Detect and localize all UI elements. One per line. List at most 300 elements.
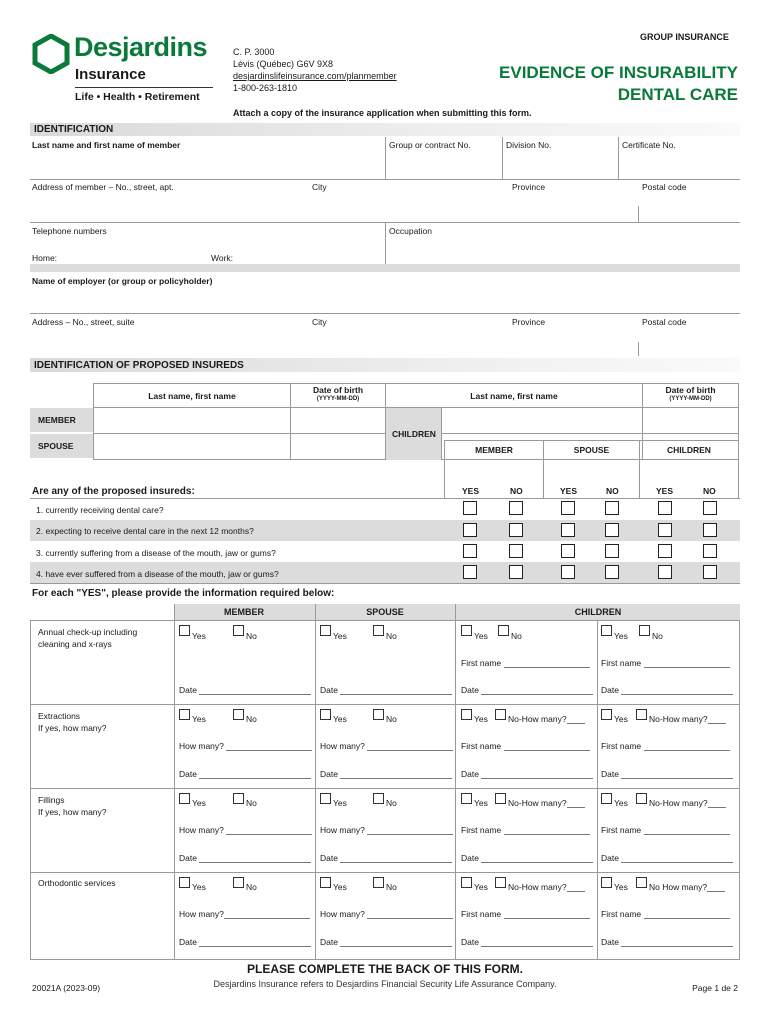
how-many-line[interactable] <box>367 918 453 919</box>
checkup-child1-no-checkbox[interactable] <box>498 625 509 636</box>
fillings-spouse-date <box>320 853 452 863</box>
please-complete-notice: PLEASE COMPLETE THE BACK OF THIS FORM. <box>246 962 523 976</box>
q1-spouse-no-checkbox[interactable] <box>605 501 619 515</box>
q3-spouse-no-checkbox[interactable] <box>605 544 619 558</box>
employer-city-label: City <box>312 317 327 327</box>
q1-spouse-yes-checkbox[interactable] <box>561 501 575 515</box>
ortho-member-no-checkbox[interactable] <box>233 877 244 888</box>
certificate-label: Certificate No. <box>622 140 676 150</box>
q-spouse-yes: YES <box>560 486 578 496</box>
date-line[interactable] <box>481 946 593 947</box>
how-many-line[interactable] <box>226 834 312 835</box>
extractions-member-no-label: No <box>246 714 257 724</box>
first-name-label: First name <box>461 658 502 668</box>
how-many-label: How many? <box>320 741 365 751</box>
details-intro: For each "YES", please provide the information required below: <box>32 588 335 599</box>
first-name-line[interactable] <box>644 750 730 751</box>
extractions-spouse-no-checkbox[interactable] <box>373 709 384 720</box>
extractions-member-no-checkbox[interactable] <box>233 709 244 720</box>
checkup-child2-yes-checkbox[interactable] <box>601 625 612 636</box>
first-name-label: First name <box>461 825 502 835</box>
date-line[interactable] <box>621 778 733 779</box>
ortho-spouse-howmany <box>320 909 453 919</box>
how-many-label: How many? <box>179 825 224 835</box>
fillings-child1-yes-checkbox[interactable] <box>461 793 472 804</box>
first-name-label: First name <box>601 741 642 751</box>
logo-name: Desjardins <box>74 32 208 62</box>
extractions-child1-nohowmany <box>508 714 585 724</box>
ortho-spouse-date <box>320 937 452 947</box>
fillings-child2-nohowmany <box>649 798 726 808</box>
home-phone-label: Home: <box>32 253 58 263</box>
checkup-child1-no-label: No <box>511 631 522 641</box>
date-label: Date <box>461 937 479 947</box>
identification-bar <box>30 123 740 136</box>
occupation-field[interactable] <box>386 238 739 262</box>
children-dob-format: (YYYY-MM-DD) <box>669 396 712 402</box>
extractions-spouse-date <box>320 769 452 779</box>
ortho-child1-date <box>461 937 593 947</box>
date-label: Date <box>461 853 479 863</box>
logo-divider <box>75 87 213 88</box>
fillings-member-howmany <box>179 825 312 835</box>
ortho-child2-no-checkbox[interactable] <box>636 877 647 888</box>
fillings-child1-date <box>461 853 593 863</box>
q2-children-no-checkbox[interactable] <box>703 523 717 537</box>
first-name-label: First name <box>601 658 642 668</box>
employer-province-field[interactable] <box>510 329 635 355</box>
website-link[interactable]: desjardinslifeinsurance.com/planmember <box>233 71 397 81</box>
certificate-field[interactable] <box>619 152 739 178</box>
how-many-line[interactable] <box>708 807 726 808</box>
how-many-line[interactable] <box>367 750 453 751</box>
group-contract-field[interactable] <box>386 152 501 178</box>
checkup-member-date <box>179 685 311 695</box>
employer-province-label: Province <box>512 317 546 327</box>
desjardins-hexagon-icon <box>32 34 70 74</box>
checkup-child2-date <box>601 685 733 695</box>
how-many-label: How many? <box>179 741 224 751</box>
q1-member-no-checkbox[interactable] <box>509 501 523 515</box>
first-name-line[interactable] <box>504 667 590 668</box>
no-how-many-label: No-How many? <box>649 798 708 808</box>
date-line[interactable] <box>481 862 593 863</box>
date-line[interactable] <box>199 778 311 779</box>
fillings-member-date <box>179 853 311 863</box>
extractions-spouse-no-label: No <box>386 714 397 724</box>
children-dob-header: Date of birth <box>665 385 716 395</box>
ortho-child2-date <box>601 937 733 947</box>
fillings-member-no-label: No <box>246 798 257 808</box>
extractions-member-date <box>179 769 311 779</box>
row-extractions-label <box>38 710 107 734</box>
employer-field[interactable] <box>30 288 739 312</box>
employer-postal-field[interactable] <box>640 329 739 355</box>
row-line <box>30 704 740 705</box>
ortho-child2-firstname <box>601 909 730 919</box>
logo-tagline: Life • Health • Retirement <box>75 91 200 103</box>
fillings-child2-no-checkbox[interactable] <box>636 793 647 804</box>
row-line <box>30 788 740 789</box>
q4-spouse-yes-checkbox[interactable] <box>561 565 575 579</box>
date-line[interactable] <box>621 694 733 695</box>
date-label: Date <box>320 769 338 779</box>
ortho-child1-firstname <box>461 909 590 919</box>
how-many-line[interactable] <box>226 750 312 751</box>
ortho-spouse-no-label: No <box>386 882 397 892</box>
checkup-spouse-date <box>320 685 452 695</box>
ortho-member-no-label: No <box>246 882 257 892</box>
employer-address-label: Address – No., street, suite <box>32 317 135 327</box>
col-divider <box>174 604 175 960</box>
occupation-label: Occupation <box>389 226 432 236</box>
q3-member-yes-checkbox[interactable] <box>463 544 477 558</box>
q3-children-no-checkbox[interactable] <box>703 544 717 558</box>
children-label: CHILDREN <box>392 429 436 439</box>
postal-code-label: Postal code <box>642 182 687 192</box>
division-label: Division No. <box>506 140 552 150</box>
employer-address-field[interactable] <box>30 329 310 355</box>
ortho-spouse-no-checkbox[interactable] <box>373 877 384 888</box>
row-line <box>30 872 740 873</box>
checkup-child1-yes-label: Yes <box>474 631 488 641</box>
date-label: Date <box>320 685 338 695</box>
dob-header: Date of birth <box>312 385 364 395</box>
extractions-child2-firstname <box>601 741 730 751</box>
date-label: Date <box>320 853 338 863</box>
ortho-spouse-yes-checkbox[interactable] <box>320 877 331 888</box>
ortho-child1-no-checkbox[interactable] <box>495 877 506 888</box>
ortho-child1-nohowmany <box>508 882 585 892</box>
q2-member-no-checkbox[interactable] <box>509 523 523 537</box>
date-line[interactable] <box>340 946 452 947</box>
member-name-label: Last name and first name of member <box>32 140 181 150</box>
fillings-child1-nohowmany <box>508 798 585 808</box>
spouse-dob-input[interactable] <box>290 433 386 460</box>
q3-spouse-yes-checkbox[interactable] <box>561 544 575 558</box>
header-address <box>233 46 397 94</box>
q-member-no: NO <box>510 486 523 496</box>
ortho-member-howmany <box>179 909 310 919</box>
checkup-spouse-yes-checkbox[interactable] <box>320 625 331 636</box>
spouse-name-input[interactable] <box>93 433 291 460</box>
checkup-child2-yes-label: Yes <box>614 631 628 641</box>
no-how-many-label: No How many? <box>649 882 708 892</box>
province-label: Province <box>512 182 546 192</box>
details-spouse-header: SPOUSE <box>366 607 404 617</box>
checkup-child1-date <box>461 685 593 695</box>
date-label: Date <box>601 685 619 695</box>
group-contract-label: Group or contract No. <box>389 140 471 150</box>
fillings-child1-no-checkbox[interactable] <box>495 793 506 804</box>
q2-spouse-no-checkbox[interactable] <box>605 523 619 537</box>
row-checkup-label2: cleaning and x-rays <box>38 639 112 649</box>
first-name-line[interactable] <box>504 834 590 835</box>
q4-member-no-checkbox[interactable] <box>509 565 523 579</box>
row-orthodontic-label: Orthodontic services <box>38 878 116 888</box>
date-label: Date <box>601 937 619 947</box>
first-name-label: First name <box>601 909 642 919</box>
fillings-child2-date <box>601 853 733 863</box>
address-line1: C. P. 3000 <box>233 47 275 57</box>
questions-intro: Are any of the proposed insureds: <box>32 486 195 497</box>
question-2: 2. expecting to receive dental care in the next 12 months? <box>36 526 254 536</box>
how-many-label: How many? <box>320 909 365 919</box>
city-field[interactable] <box>310 194 510 220</box>
work-phone-field[interactable] <box>238 248 383 262</box>
province-field[interactable] <box>510 194 635 220</box>
ortho-member-yes-checkbox[interactable] <box>179 877 190 888</box>
member-row-label: MEMBER <box>38 415 76 425</box>
row-fillings-label <box>38 794 107 818</box>
dob-format: (YYYY-MM-DD) <box>316 396 360 402</box>
date-line[interactable] <box>199 694 311 695</box>
how-many-line[interactable] <box>567 891 585 892</box>
row-line <box>30 179 740 180</box>
first-name-label: First name <box>461 741 502 751</box>
date-line[interactable] <box>621 946 733 947</box>
extractions-member-yes-label: Yes <box>192 714 206 724</box>
date-label: Date <box>461 685 479 695</box>
extractions-child1-no-checkbox[interactable] <box>495 709 506 720</box>
ortho-child2-yes-label: Yes <box>614 882 628 892</box>
q1-children-yes-checkbox[interactable] <box>658 501 672 515</box>
checkup-child1-yes-checkbox[interactable] <box>461 625 472 636</box>
extractions-child2-date <box>601 769 733 779</box>
children-name-header: Last name, first name <box>470 391 558 401</box>
row-checkup-label <box>38 626 137 650</box>
how-many-line[interactable] <box>224 918 310 919</box>
member-name-input[interactable] <box>93 407 291 434</box>
employer-postal-label: Postal code <box>642 317 687 327</box>
address-line2: Lévis (Québec) G6V 9X8 <box>233 59 334 69</box>
first-name-label: First name <box>461 909 502 919</box>
checkup-spouse-no-label: No <box>386 631 397 641</box>
col-divider <box>315 604 316 960</box>
date-label: Date <box>601 853 619 863</box>
ortho-member-yes-label: Yes <box>192 882 206 892</box>
q-spouse-no: NO <box>606 486 619 496</box>
address-field[interactable] <box>30 194 310 220</box>
extractions-child1-yes-checkbox[interactable] <box>461 709 472 720</box>
date-line[interactable] <box>340 778 452 779</box>
attach-note: Attach a copy of the insurance application when submitting this form. <box>233 108 532 118</box>
row-extractions-label1: Extractions <box>38 711 81 721</box>
q-member-yes: YES <box>462 486 480 496</box>
checkup-child2-no-checkbox[interactable] <box>639 625 650 636</box>
no-how-many-label: No-How many? <box>508 714 567 724</box>
extractions-child2-yes-checkbox[interactable] <box>601 709 612 720</box>
col-divider <box>455 604 456 960</box>
no-how-many-label: No-How many? <box>508 882 567 892</box>
q-children-yes: YES <box>656 486 674 496</box>
no-how-many-label: No-How many? <box>649 714 708 724</box>
question-1: 1. currently receiving dental care? <box>36 505 164 515</box>
col-divider <box>597 620 598 960</box>
ortho-child2-yes-checkbox[interactable] <box>601 877 612 888</box>
extractions-spouse-yes-label: Yes <box>333 714 347 724</box>
date-label: Date <box>320 937 338 947</box>
fillings-child1-yes-label: Yes <box>474 798 488 808</box>
separator-band <box>30 264 740 272</box>
checkup-member-yes-checkbox[interactable] <box>179 625 190 636</box>
child-dob-input-1[interactable] <box>642 407 739 434</box>
checkup-child2-no-label: No <box>652 631 663 641</box>
ortho-child2-nohowmany <box>649 882 725 892</box>
extractions-spouse-yes-checkbox[interactable] <box>320 709 331 720</box>
phone-number: 1-800-263-1810 <box>233 83 298 93</box>
first-name-line[interactable] <box>504 750 590 751</box>
q4-children-yes-checkbox[interactable] <box>658 565 672 579</box>
row-fillings-label2: If yes, how many? <box>38 807 107 817</box>
q4-children-no-checkbox[interactable] <box>703 565 717 579</box>
fillings-spouse-no-label: No <box>386 798 397 808</box>
home-phone-field[interactable] <box>60 248 205 262</box>
fillings-spouse-yes-label: Yes <box>333 798 347 808</box>
row-line <box>30 583 740 584</box>
date-label: Date <box>179 685 197 695</box>
q2-spouse-yes-checkbox[interactable] <box>561 523 575 537</box>
checkup-member-yes-label: Yes <box>192 631 206 641</box>
divider <box>638 342 639 356</box>
extractions-child2-nohowmany <box>649 714 726 724</box>
title-line2: DENTAL CARE <box>617 85 738 104</box>
date-line[interactable] <box>199 862 311 863</box>
date-label: Date <box>461 769 479 779</box>
date-line[interactable] <box>340 862 452 863</box>
extractions-member-yes-checkbox[interactable] <box>179 709 190 720</box>
details-member-header: MEMBER <box>224 607 264 617</box>
row-line <box>30 498 740 499</box>
division-field[interactable] <box>503 152 617 178</box>
checkup-child1-firstname <box>461 658 590 668</box>
q-children-no: NO <box>703 486 716 496</box>
date-line[interactable] <box>199 946 311 947</box>
how-many-label: How many? <box>320 825 365 835</box>
date-line[interactable] <box>481 778 593 779</box>
q2-member-yes-checkbox[interactable] <box>463 523 477 537</box>
disclaimer: Desjardins Insurance refers to Desjardins Financial Security Life Assurance Company. <box>213 979 557 989</box>
employer-label: Name of employer (or group or policyholder) <box>32 276 213 286</box>
form-code: 20021A (2023-09) <box>32 983 101 993</box>
question-4: 4. have ever suffered from a disease of the mouth, jaw or gums? <box>36 569 279 579</box>
fillings-spouse-howmany <box>320 825 453 835</box>
no-how-many-label: No-How many? <box>508 798 567 808</box>
q-member-header: MEMBER <box>475 445 513 455</box>
ortho-child1-yes-checkbox[interactable] <box>461 877 472 888</box>
postal-code-field[interactable] <box>640 194 739 220</box>
name-header: Last name, first name <box>148 391 236 401</box>
fillings-member-yes-checkbox[interactable] <box>179 793 190 804</box>
fillings-member-no-checkbox[interactable] <box>233 793 244 804</box>
form-title <box>499 62 738 106</box>
q4-spouse-no-checkbox[interactable] <box>605 565 619 579</box>
fillings-spouse-yes-checkbox[interactable] <box>320 793 331 804</box>
how-many-line[interactable] <box>567 723 585 724</box>
telephone-label: Telephone numbers <box>32 226 107 236</box>
q-children-header: CHILDREN <box>667 445 711 455</box>
insureds-title: IDENTIFICATION OF PROPOSED INSUREDS <box>34 360 244 371</box>
date-label: Date <box>179 769 197 779</box>
fillings-spouse-no-checkbox[interactable] <box>373 793 384 804</box>
q4-member-yes-checkbox[interactable] <box>463 565 477 579</box>
date-line[interactable] <box>621 862 733 863</box>
page-number: Page 1 de 2 <box>692 983 738 993</box>
row-extractions-label2: If yes, how many? <box>38 723 107 733</box>
date-label: Date <box>179 853 197 863</box>
ortho-child1-yes-label: Yes <box>474 882 488 892</box>
extractions-member-howmany <box>179 741 312 751</box>
details-children-header: CHILDREN <box>574 607 622 617</box>
checkup-spouse-no-checkbox[interactable] <box>373 625 384 636</box>
logo-sub: Insurance <box>75 66 146 83</box>
checkup-member-no-label: No <box>246 631 257 641</box>
employer-city-field[interactable] <box>310 329 510 355</box>
date-label: Date <box>601 769 619 779</box>
fillings-child1-firstname <box>461 825 590 835</box>
extractions-child1-date <box>461 769 593 779</box>
ortho-member-date <box>179 937 311 947</box>
extractions-child1-firstname <box>461 741 590 751</box>
city-label: City <box>312 182 327 192</box>
q1-member-yes-checkbox[interactable] <box>463 501 477 515</box>
ortho-spouse-yes-label: Yes <box>333 882 347 892</box>
fillings-child2-firstname <box>601 825 730 835</box>
member-dob-input[interactable] <box>290 407 386 434</box>
desjardins-logo <box>30 32 220 107</box>
fillings-child2-yes-label: Yes <box>614 798 628 808</box>
date-label: Date <box>179 937 197 947</box>
first-name-line[interactable] <box>644 667 730 668</box>
group-insurance-label: GROUP INSURANCE <box>640 32 729 42</box>
checkup-spouse-yes-label: Yes <box>333 631 347 641</box>
first-name-line[interactable] <box>644 918 730 919</box>
how-many-line[interactable] <box>708 723 726 724</box>
identification-title: IDENTIFICATION <box>34 124 114 135</box>
q3-children-yes-checkbox[interactable] <box>658 544 672 558</box>
first-name-label: First name <box>601 825 642 835</box>
address-label: Address of member – No., street, apt. <box>32 182 174 192</box>
date-line[interactable] <box>340 694 452 695</box>
child-name-input-1[interactable] <box>441 407 643 434</box>
extractions-child2-yes-label: Yes <box>614 714 628 724</box>
checkup-member-no-checkbox[interactable] <box>233 625 244 636</box>
member-name-field[interactable] <box>30 152 385 178</box>
row-line <box>30 313 740 314</box>
how-many-line[interactable] <box>367 834 453 835</box>
q3-member-no-checkbox[interactable] <box>509 544 523 558</box>
q1-children-no-checkbox[interactable] <box>703 501 717 515</box>
spouse-row-label: SPOUSE <box>38 441 74 451</box>
title-line1: EVIDENCE OF INSURABILITY <box>499 63 738 82</box>
q2-children-yes-checkbox[interactable] <box>658 523 672 537</box>
fillings-member-yes-label: Yes <box>192 798 206 808</box>
extractions-child2-no-checkbox[interactable] <box>636 709 647 720</box>
fillings-child2-yes-checkbox[interactable] <box>601 793 612 804</box>
date-line[interactable] <box>481 694 593 695</box>
how-many-line[interactable] <box>567 807 585 808</box>
first-name-line[interactable] <box>504 918 590 919</box>
row-checkup-label1: Annual check-up including <box>38 627 138 637</box>
extractions-spouse-howmany <box>320 741 453 751</box>
how-many-label: How many? <box>179 909 224 919</box>
divider <box>638 206 639 222</box>
question-3: 3. currently suffering from a disease of the mouth, jaw or gums? <box>36 548 276 558</box>
how-many-line[interactable] <box>707 891 725 892</box>
row-fillings-label1: Fillings <box>38 795 65 805</box>
checkup-child2-firstname <box>601 658 730 668</box>
first-name-line[interactable] <box>644 834 730 835</box>
